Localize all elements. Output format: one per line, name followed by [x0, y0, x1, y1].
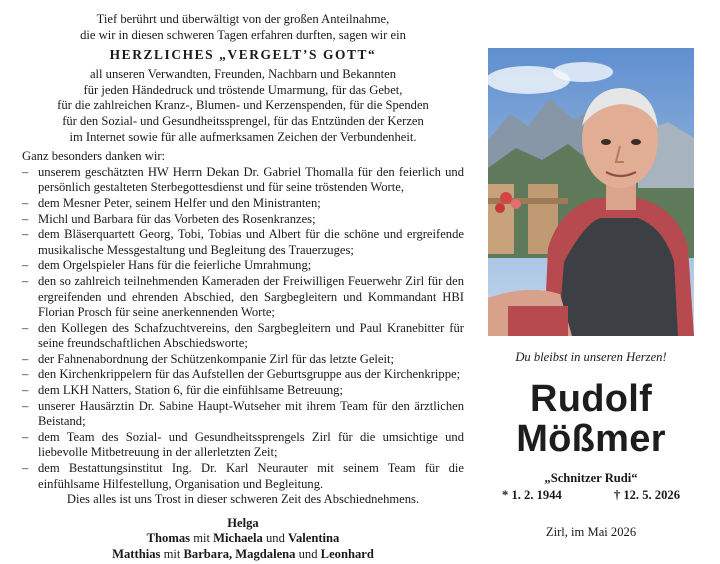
thanks-line: für den Sozial- und Gesundheitssprengel, für das Entzünden der Kerzen [62, 113, 424, 128]
signer: Helga [227, 515, 259, 530]
signer: Leonhard [320, 547, 374, 561]
signature-line [22, 531, 464, 547]
list-item: – unserer Hausärztin Dr. Sabine Haupt-Wutseher mit ihrem Team für den ärztlichen Beistand; [22, 399, 464, 430]
birth-date: * 1. 2. 1944 [502, 488, 562, 502]
thanks-paragraph [22, 67, 464, 145]
thanks-line: im Internet sowie für alle aufmerksamen Zeichen der Verbundenheit. [69, 129, 417, 144]
list-item: – Michl und Barbara für das Vorbeten des Rosenkranzes; [22, 212, 464, 228]
signer: Barbara, Magdalena [183, 547, 296, 561]
list-item: – unserem geschätzten HW Herrn Dekan Dr. Gabriel Thomalla für den feierlich und persönlich gestalteten Sterbegottesdienst und für seine tröstenden Worte, [22, 165, 464, 196]
list-item: – dem Bläserquartett Georg, Tobi, Tobias und Albert für die schöne und ergreifende musikalische Messgestaltung und Begleitung des Trauerzuges; [22, 227, 464, 258]
deceased-last-name: Mößmer [516, 418, 666, 460]
list-item: – den so zahlreich teilnehmenden Kameraden der Freiwilligen Feuerwehr Zirl für den ergreifenden und ehrenden Abschied, den Sargbegleitern und Kommandant HBI Florian Prosch für seine anerkennenden Worte; [22, 274, 464, 321]
portrait-photo [488, 48, 694, 336]
intro-text [22, 12, 464, 43]
list-item: – dem Orgelspieler Hans für die feierliche Umrahmung; [22, 258, 464, 274]
place-and-date: Zirl, im Mai 2026 [545, 525, 637, 539]
thanks-list [22, 165, 464, 492]
thanks-line: für die zahlreichen Kranz-, Blumen- und Kerzenspenden, für die Spenden [57, 98, 429, 113]
intro-line: die wir in diesen schweren Tagen erfahren durften, sagen wir ein [80, 27, 406, 42]
signer: Valentina [288, 531, 340, 546]
memorial-column [488, 48, 694, 540]
deceased-first-name: Rudolf [529, 378, 653, 420]
connector: und [298, 547, 318, 561]
list-item: – dem LKH Natters, Station 6, für die einfühlsame Betreuung; [22, 383, 464, 399]
connector: mit [163, 547, 181, 561]
list-item: – den Kollegen des Schafzuchtvereins, den Sargbegleitern und Paul Kranebitter für seine freundschaftlichen Abschiedsworte; [22, 321, 464, 352]
death-date: † 12. 5. 2026 [613, 488, 680, 502]
headline: HERZLICHES „VERGELT’S GOTT“ [109, 47, 377, 63]
list-item: – dem Mesner Peter, seinem Helfer und den Ministranten; [22, 196, 464, 212]
nickname: „Schnitzer Rudi“ [544, 471, 638, 485]
connector: und [265, 531, 285, 546]
memorial-quote: Du bleibst in unseren Herzen! [515, 350, 667, 364]
portrait-illustration [488, 48, 694, 336]
thanks-line: für jeden Händedruck und tröstende Umarmung, für das Gebet, [83, 82, 403, 97]
signer: Matthias [112, 547, 161, 561]
list-item: – dem Bestattungsinstitut Ing. Dr. Karl Neurauter mit seinem Team für die einfühlsame Hilfestellung, Organisation und Begleitung. [22, 461, 464, 492]
signature-line [22, 547, 464, 563]
special-thanks-intro: Ganz besonders danken wir: [22, 149, 166, 164]
list-item: – der Fahnenabordnung der Schützenkompanie Zirl für das letzte Geleit; [22, 352, 464, 368]
signatures [22, 516, 464, 563]
closing-line: Dies alles ist uns Trost in dieser schweren Zeit des Abschiednehmens. [66, 492, 420, 507]
life-dates [502, 488, 680, 503]
signer: Michaela [213, 531, 263, 546]
list-item: – den Kirchenkrippelern für das Aufstellen der Geburtsgruppe aus der Kirchenkrippe; [22, 367, 464, 383]
thanks-column [22, 12, 464, 563]
signature-line [22, 516, 464, 532]
signer: Thomas [146, 531, 191, 546]
thanks-line: all unseren Verwandten, Freunden, Nachbarn und Bekannten [89, 67, 397, 82]
intro-line: Tief berührt und überwältigt von der großen Anteilnahme, [96, 12, 390, 26]
connector: mit [193, 531, 210, 546]
list-item: – dem Team des Sozial- und Gesundheitssprengels Zirl für die umsichtige und liebevolle Mitbetreuung in der allerletzten Zeit; [22, 430, 464, 461]
